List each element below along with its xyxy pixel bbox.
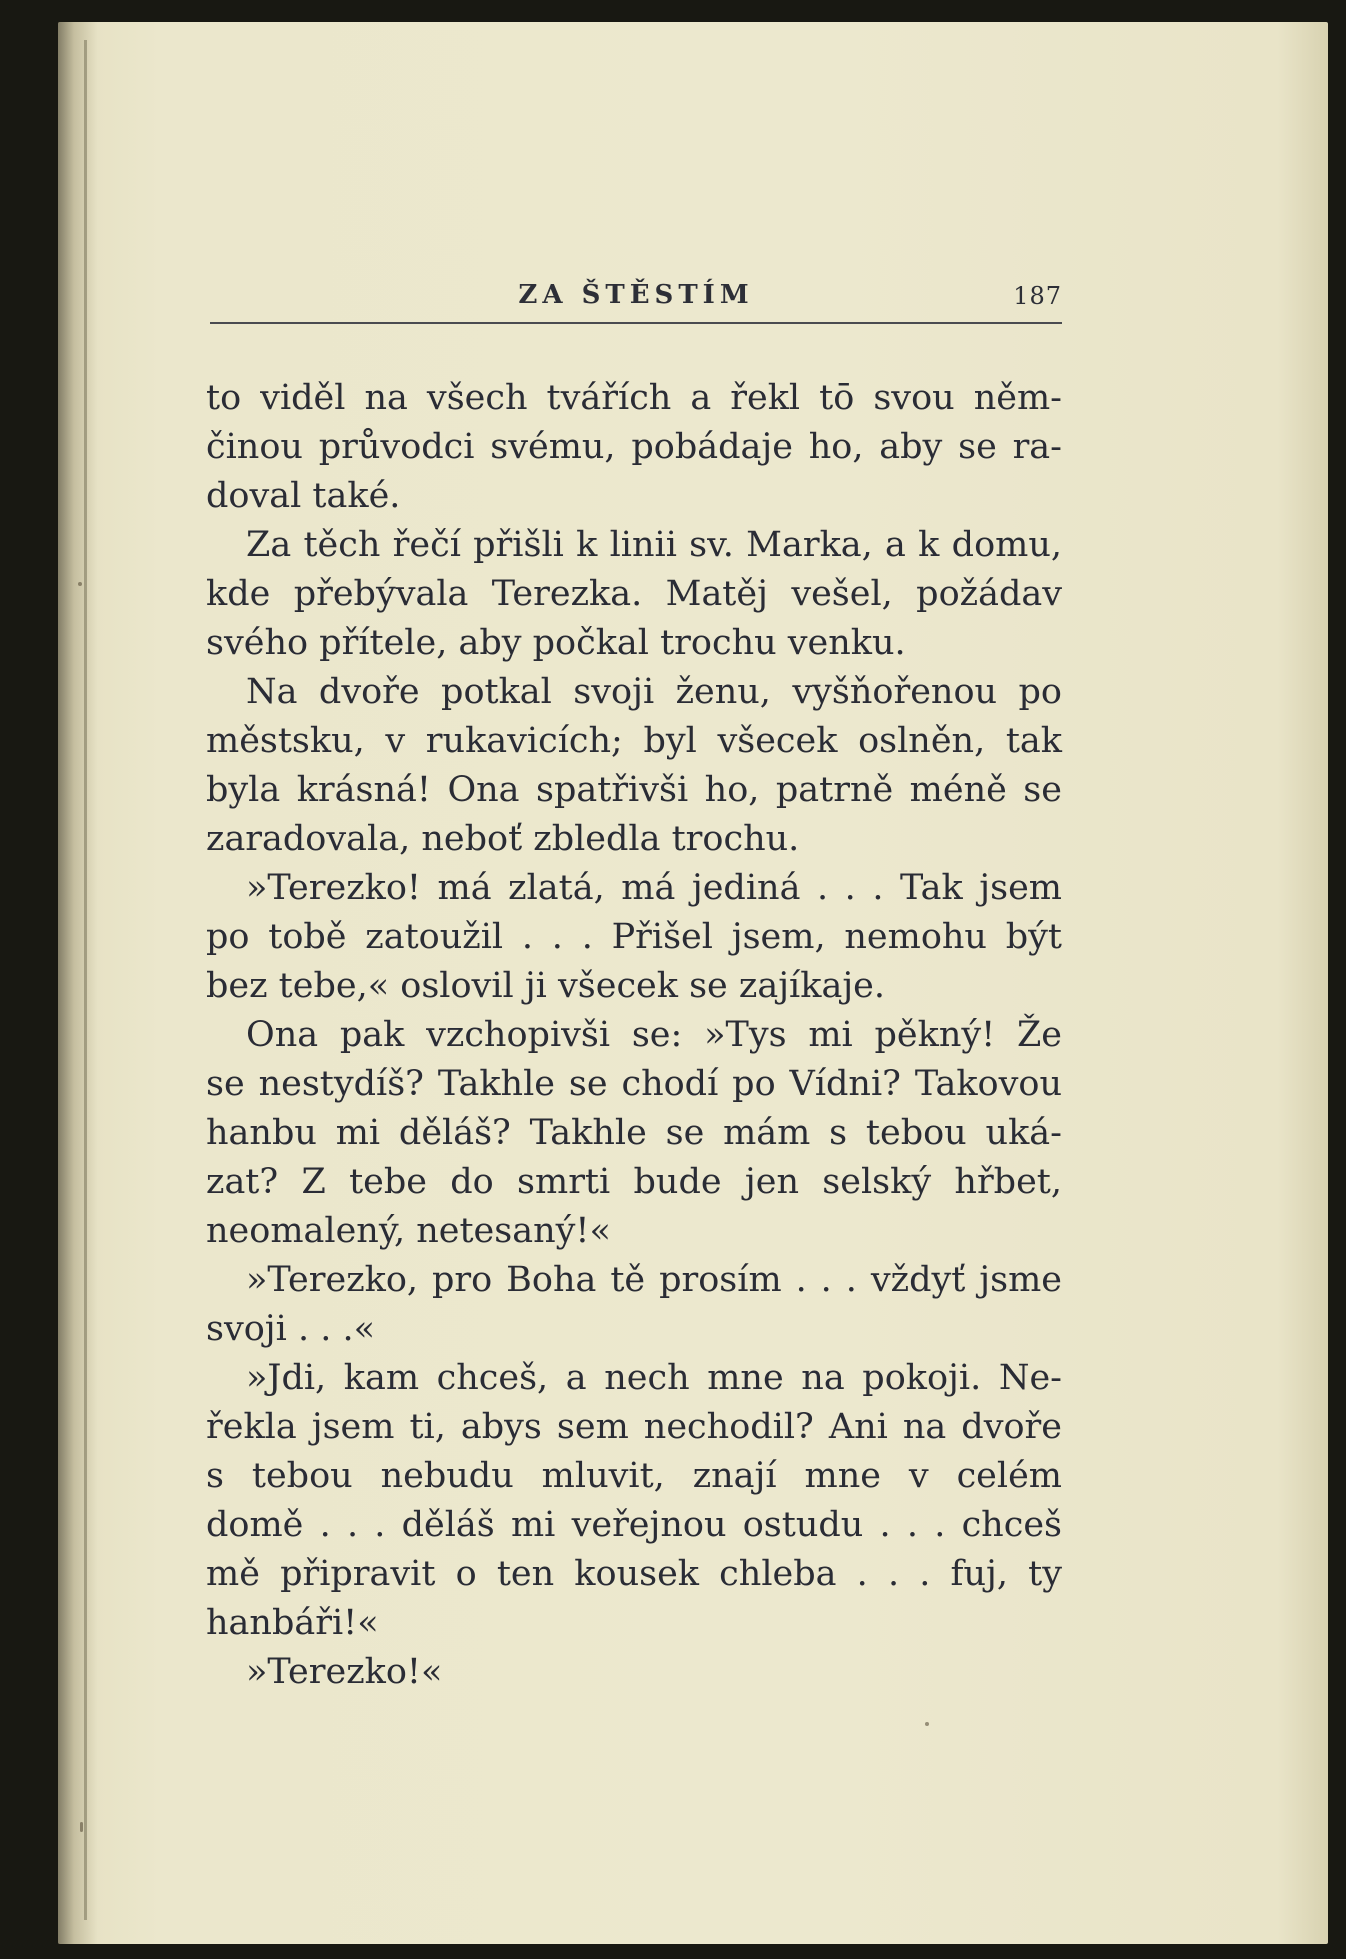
text-line: byla krásná! Ona spatřivši ho, patrně méně se — [206, 770, 1062, 810]
paper-speck — [80, 1822, 83, 1832]
header-rule — [210, 322, 1062, 324]
text-line: po tobě zatoužil . . . Přišel jsem, nemohu být — [206, 917, 1062, 957]
text-line: řekla jsem ti, abys sem nechodil? Ani na dvoře — [206, 1407, 1062, 1447]
text-line: zat? Z tebe do smrti bude jen selský hřbet, — [206, 1162, 1062, 1202]
binding-crease — [84, 40, 87, 1920]
text-line: hanbáři!« — [206, 1603, 379, 1643]
text-line: svého přítele, aby počkal trochu venku. — [206, 623, 906, 663]
text-line: svoji . . .« — [206, 1309, 376, 1349]
text-line: zaradovala, neboť zbledla trochu. — [206, 819, 800, 859]
text-line: činou průvodci svému, pobádaje ho, aby se ra- — [206, 427, 1062, 467]
text-line: mě připravit o ten kousek chleba . . . fuj, ty — [206, 1554, 1062, 1594]
body-text — [206, 374, 1062, 1697]
text-line: kde přebývala Terezka. Matěj vešel, požádav — [206, 574, 1062, 614]
text-line: Na dvoře potkal svoji ženu, vyšňořenou po — [246, 672, 1062, 712]
text-line: bez tebe,« oslovil ji všecek se zajíkaje. — [206, 966, 886, 1006]
text-line: »Jdi, kam chceš, a nech mne na pokoji. Ne- — [246, 1358, 1062, 1398]
page-number: 187 — [1013, 282, 1062, 310]
text-line: domě . . . děláš mi veřejnou ostudu . . . chceš — [206, 1505, 1062, 1545]
running-header — [210, 276, 1062, 320]
text-line: »Terezko, pro Boha tě prosím . . . vždyť jsme — [246, 1260, 1062, 1300]
page-gutter-shadow — [58, 22, 98, 1944]
text-line: to viděl na všech tvářích a řekl tō svou něm- — [206, 378, 1062, 418]
text-line: Ona pak vzchopivši se: »Tys mi pěkný! Že — [246, 1015, 1062, 1055]
text-line: neomalený, netesaný!« — [206, 1211, 611, 1251]
text-line: se nestydíš? Takhle se chodí po Vídni? Takovou — [206, 1064, 1062, 1104]
text-line: městsku, v rukavicích; byl všecek oslněn, tak — [206, 721, 1062, 761]
running-title: ZA ŠTĚSTÍM — [518, 280, 754, 310]
text-line: s tebou nebudu mluvit, znají mne v celém — [206, 1456, 1062, 1496]
text-line: »Terezko!« — [246, 1652, 443, 1692]
text-line: hanbu mi děláš? Takhle se mám s tebou uká- — [206, 1113, 1062, 1153]
text-line: »Terezko! má zlatá, má jediná . . . Tak jsem — [246, 868, 1062, 908]
paper-speck — [925, 1722, 929, 1726]
paper-speck — [78, 582, 82, 586]
text-line: doval také. — [206, 476, 401, 516]
text-line: Za těch řečí přišli k linii sv. Marka, a k domu, — [246, 525, 1062, 565]
